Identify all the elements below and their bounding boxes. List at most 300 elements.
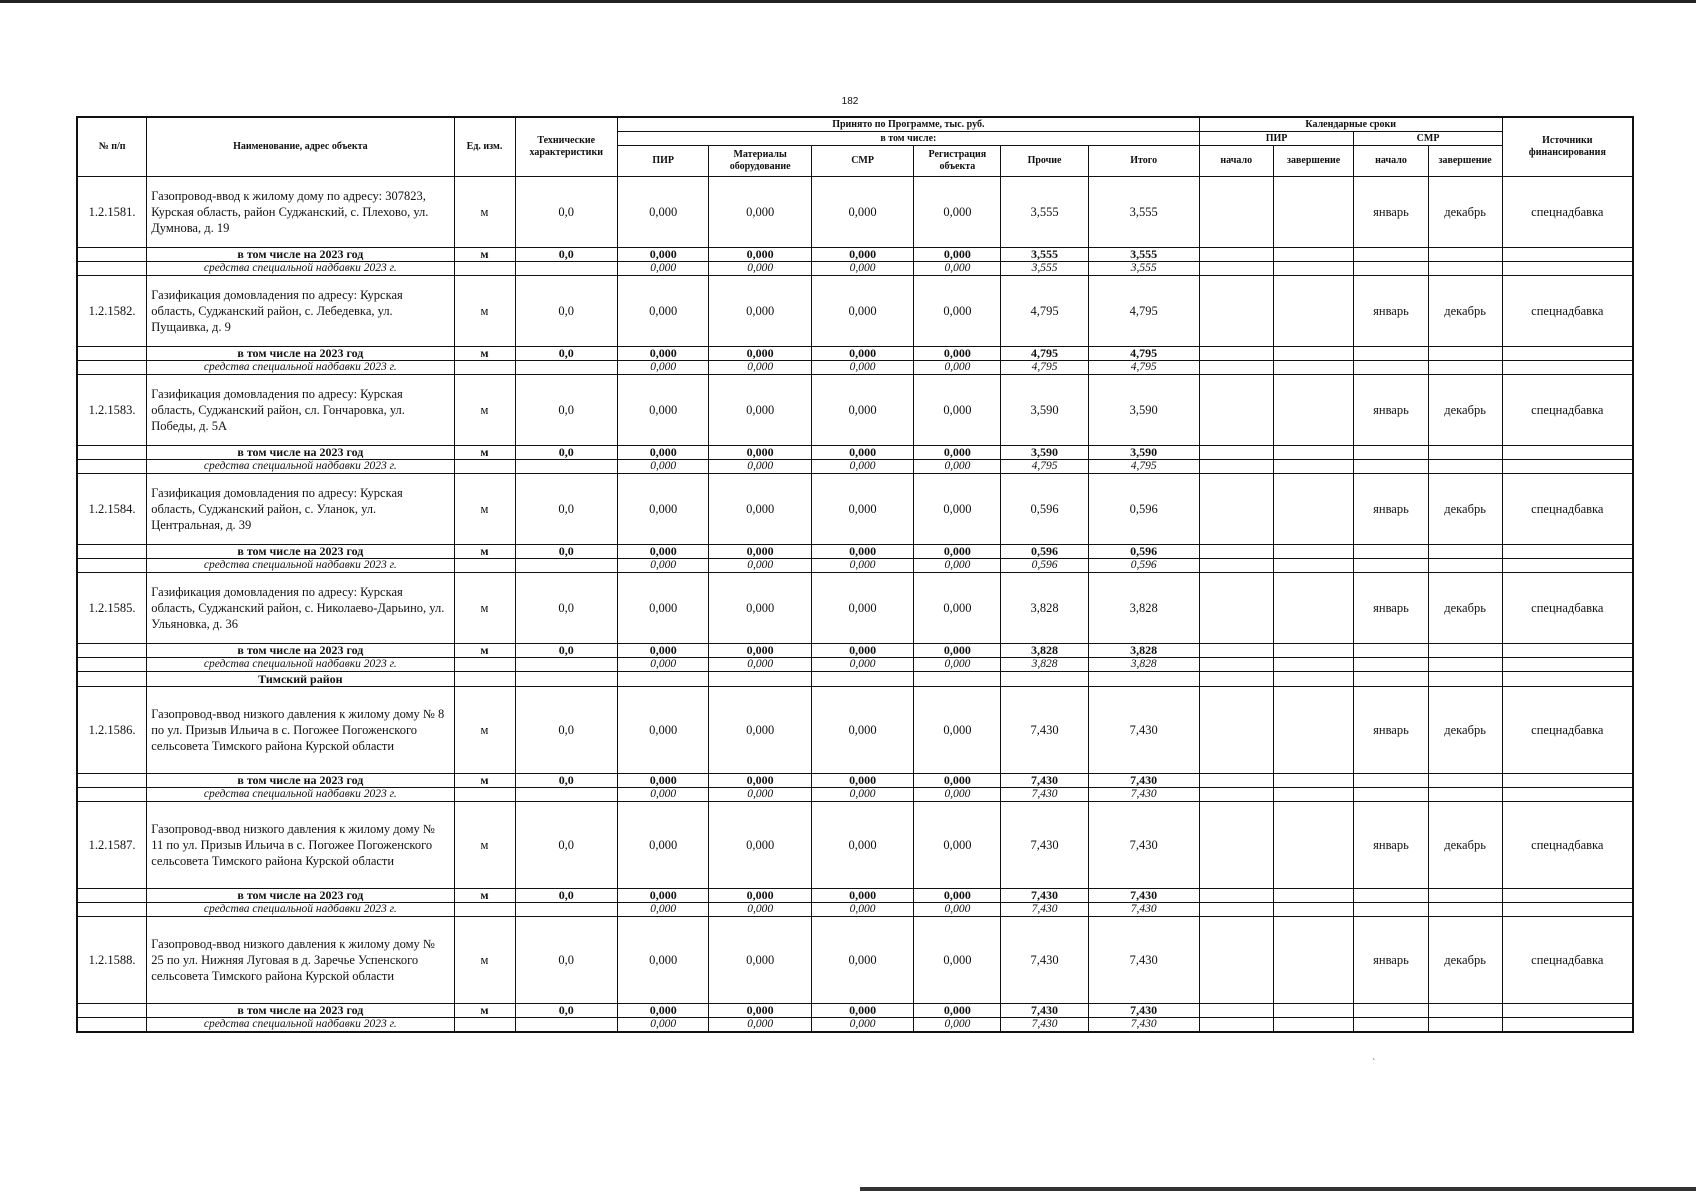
pir-end [1273,177,1354,248]
registration: 0,000 [914,375,1001,446]
registration: 0,000 [914,347,1001,361]
label-special: средства специальной надбавки 2023 г. [147,903,454,917]
empty [454,658,515,672]
header-num: № п/п [77,117,147,177]
empty [1428,446,1502,460]
label-special: средства специальной надбавки 2023 г. [147,460,454,474]
registration: 0,000 [914,788,1001,802]
row-number: 1.2.1582. [77,276,147,347]
empty [1354,446,1428,460]
empty [1273,361,1354,375]
smr-start: январь [1354,802,1428,889]
empty [1428,644,1502,658]
smr-end: декабрь [1428,474,1502,545]
registration: 0,000 [914,559,1001,573]
materials: 0,000 [709,262,811,276]
scan-mark: ˋ [1372,1058,1376,1069]
empty [77,788,147,802]
empty [1354,1004,1428,1018]
materials: 0,000 [709,687,811,774]
pir-start [1199,917,1273,1004]
empty [1502,1004,1633,1018]
tech: 0,0 [515,545,617,559]
pir: 0,000 [617,460,709,474]
pir-start [1199,177,1273,248]
empty [1199,361,1273,375]
registration: 0,000 [914,474,1001,545]
registration: 0,000 [914,276,1001,347]
pir: 0,000 [617,774,709,788]
empty [77,903,147,917]
empty [1273,446,1354,460]
smr: 0,000 [811,248,913,262]
smr-start: январь [1354,276,1428,347]
pir: 0,000 [617,1004,709,1018]
funding-source: спецнадбавка [1502,375,1633,446]
empty [77,347,147,361]
materials: 0,000 [709,658,811,672]
empty [1354,262,1428,276]
empty [1199,774,1273,788]
other: 7,430 [1001,788,1088,802]
unit: м [454,917,515,1004]
smr-end: декабрь [1428,375,1502,446]
row-number: 1.2.1587. [77,802,147,889]
tech: 0,0 [515,644,617,658]
registration: 0,000 [914,889,1001,903]
object-name: Газопровод-ввод низкого давления к жилому дому № 8 по ул. Призыв Ильича в с. Погожее Погоженского сельсовета Тимского района Курской области [147,687,454,774]
empty [1199,788,1273,802]
empty [77,559,147,573]
table-row-special [77,903,1633,917]
empty [454,460,515,474]
smr-end: декабрь [1428,802,1502,889]
funding-source: спецнадбавка [1502,276,1633,347]
other: 7,430 [1001,917,1088,1004]
object-name: Газификация домовладения по адресу: Курская область, Суджанский район, с. Уланок, ул. Центральная, д. 39 [147,474,454,545]
smr-start: январь [1354,573,1428,644]
registration: 0,000 [914,460,1001,474]
empty [454,361,515,375]
empty [1354,559,1428,573]
pir: 0,000 [617,276,709,347]
empty [1354,460,1428,474]
header-other: Прочие [1001,146,1088,177]
object-name: Газопровод-ввод низкого давления к жилому дому № 25 по ул. Нижняя Луговая в д. Заречье Успенского сельсовета Тимского района Курской области [147,917,454,1004]
materials: 0,000 [709,1018,811,1033]
empty [1428,658,1502,672]
table-row-2023 [77,347,1633,361]
total: 3,555 [1088,248,1199,262]
empty [1428,347,1502,361]
empty [1502,248,1633,262]
unit: м [454,545,515,559]
empty [454,788,515,802]
label-special: средства специальной надбавки 2023 г. [147,361,454,375]
other: 3,590 [1001,446,1088,460]
empty [77,361,147,375]
smr-start: январь [1354,474,1428,545]
registration: 0,000 [914,1004,1001,1018]
pir: 0,000 [617,361,709,375]
total: 0,596 [1088,474,1199,545]
tech: 0,0 [515,1004,617,1018]
other: 3,555 [1001,248,1088,262]
empty [1273,889,1354,903]
table-row-special [77,658,1633,672]
empty [1354,1018,1428,1033]
materials: 0,000 [709,1004,811,1018]
table-row-2023 [77,545,1633,559]
object-name: Газопровод-ввод к жилому дому по адресу: 307823, Курская область, район Суджанский, с. Плехово, ул. Думнова, д. 19 [147,177,454,248]
other: 4,795 [1001,460,1088,474]
label-special: средства специальной надбавки 2023 г. [147,559,454,573]
total: 3,828 [1088,573,1199,644]
funding-source: спецнадбавка [1502,177,1633,248]
other: 3,828 [1001,573,1088,644]
table-row-special [77,262,1633,276]
header-cal-pir: ПИР [1199,132,1354,146]
label-2023: в том числе на 2023 год [147,889,454,903]
label-special: средства специальной надбавки 2023 г. [147,262,454,276]
total: 4,795 [1088,361,1199,375]
row-number: 1.2.1584. [77,474,147,545]
empty [515,559,617,573]
total: 7,430 [1088,1018,1199,1033]
row-number: 1.2.1585. [77,573,147,644]
empty [77,774,147,788]
empty [1502,903,1633,917]
pir-start [1199,802,1273,889]
tech: 0,0 [515,802,617,889]
tech: 0,0 [515,917,617,1004]
pir: 0,000 [617,545,709,559]
funding-source: спецнадбавка [1502,474,1633,545]
empty [1502,559,1633,573]
total: 7,430 [1088,788,1199,802]
pir-end [1273,375,1354,446]
header-smr: СМР [811,146,913,177]
page-number: 182 [841,96,859,107]
materials: 0,000 [709,361,811,375]
pir: 0,000 [617,177,709,248]
scan-edge-top [0,0,1696,3]
registration: 0,000 [914,177,1001,248]
total: 3,590 [1088,446,1199,460]
empty [1354,774,1428,788]
empty [1354,889,1428,903]
materials: 0,000 [709,474,811,545]
other: 3,590 [1001,375,1088,446]
empty [1354,658,1428,672]
smr-end: декабрь [1428,687,1502,774]
header-pir: ПИР [617,146,709,177]
table-row [77,802,1633,889]
empty [1502,545,1633,559]
pir: 0,000 [617,248,709,262]
empty [1273,1004,1354,1018]
empty [515,460,617,474]
empty [454,262,515,276]
materials: 0,000 [709,446,811,460]
empty [77,644,147,658]
total: 7,430 [1088,802,1199,889]
tech: 0,0 [515,889,617,903]
header-sources: Источники финансирования [1502,117,1633,177]
smr: 0,000 [811,1004,913,1018]
header-calendar: Календарные сроки [1199,117,1502,132]
total: 0,596 [1088,545,1199,559]
pir: 0,000 [617,559,709,573]
smr: 0,000 [811,573,913,644]
empty [1502,1018,1633,1033]
header-end: завершение [1273,146,1354,177]
smr-end: декабрь [1428,177,1502,248]
empty [1502,658,1633,672]
tech: 0,0 [515,687,617,774]
empty [1428,788,1502,802]
smr: 0,000 [811,460,913,474]
total: 3,555 [1088,262,1199,276]
tech: 0,0 [515,774,617,788]
materials: 0,000 [709,460,811,474]
empty [1199,559,1273,573]
header-materials: Материалы оборудование [709,146,811,177]
smr: 0,000 [811,889,913,903]
empty [1502,262,1633,276]
table-row [77,177,1633,248]
scan-edge-bottom [860,1187,1696,1191]
header-tech: Технические характеристики [515,117,617,177]
smr-end: декабрь [1428,917,1502,1004]
smr-end: декабрь [1428,573,1502,644]
empty [1199,889,1273,903]
tech: 0,0 [515,573,617,644]
empty [1273,460,1354,474]
other: 7,430 [1001,903,1088,917]
header-start: начало [1199,146,1273,177]
funding-source: спецнадбавка [1502,573,1633,644]
header-total: Итого [1088,146,1199,177]
label-2023: в том числе на 2023 год [147,446,454,460]
empty [1354,361,1428,375]
smr: 0,000 [811,559,913,573]
smr: 0,000 [811,658,913,672]
tech: 0,0 [515,375,617,446]
empty [1354,248,1428,262]
registration: 0,000 [914,687,1001,774]
materials: 0,000 [709,774,811,788]
total: 4,795 [1088,276,1199,347]
pir: 0,000 [617,446,709,460]
empty [1428,1004,1502,1018]
empty [1502,644,1633,658]
table-row-2023 [77,889,1633,903]
total: 4,795 [1088,460,1199,474]
empty [515,788,617,802]
smr: 0,000 [811,903,913,917]
label-2023: в том числе на 2023 год [147,774,454,788]
unit: м [454,573,515,644]
tech: 0,0 [515,347,617,361]
table-row-2023 [77,774,1633,788]
total: 3,828 [1088,658,1199,672]
other: 3,828 [1001,644,1088,658]
section-title: Тимский район [147,672,454,687]
registration: 0,000 [914,774,1001,788]
registration: 0,000 [914,802,1001,889]
other: 7,430 [1001,1004,1088,1018]
other: 7,430 [1001,889,1088,903]
unit: м [454,644,515,658]
empty [1354,644,1428,658]
total: 7,430 [1088,1004,1199,1018]
table-row-2023 [77,644,1633,658]
empty [454,903,515,917]
registration: 0,000 [914,545,1001,559]
empty [1428,248,1502,262]
empty [77,1004,147,1018]
empty [1502,774,1633,788]
pir: 0,000 [617,375,709,446]
smr-start: январь [1354,375,1428,446]
table-header [77,117,1633,177]
empty [1199,1018,1273,1033]
registration: 0,000 [914,903,1001,917]
tech: 0,0 [515,474,617,545]
pir: 0,000 [617,474,709,545]
label-2023: в том числе на 2023 год [147,644,454,658]
materials: 0,000 [709,802,811,889]
smr: 0,000 [811,375,913,446]
unit: м [454,375,515,446]
empty [1199,658,1273,672]
unit: м [454,802,515,889]
object-name: Газификация домовладения по адресу: Курская область, Суджанский район, сл. Гончаровка, ул. Победы, д. 5А [147,375,454,446]
tech: 0,0 [515,446,617,460]
smr: 0,000 [811,276,913,347]
empty [1273,248,1354,262]
table-row [77,375,1633,446]
section-row [77,672,1633,687]
funding-source: спецнадбавка [1502,687,1633,774]
other: 4,795 [1001,276,1088,347]
unit: м [454,774,515,788]
materials: 0,000 [709,573,811,644]
table-body-sudzha [77,177,1633,672]
total: 3,828 [1088,644,1199,658]
empty [1199,644,1273,658]
pir: 0,000 [617,644,709,658]
total: 7,430 [1088,889,1199,903]
pir-start [1199,375,1273,446]
empty [1199,446,1273,460]
header-end2: завершение [1428,146,1502,177]
label-special: средства специальной надбавки 2023 г. [147,788,454,802]
unit: м [454,474,515,545]
object-name: Газификация домовладения по адресу: Курская область, Суджанский район, с. Лебедевка, ул. Пущаивка, д. 9 [147,276,454,347]
empty [1428,460,1502,474]
empty [1502,460,1633,474]
empty [1273,347,1354,361]
pir-end [1273,802,1354,889]
materials: 0,000 [709,276,811,347]
other: 7,430 [1001,802,1088,889]
empty [77,545,147,559]
smr: 0,000 [811,644,913,658]
funding-source: спецнадбавка [1502,802,1633,889]
materials: 0,000 [709,347,811,361]
materials: 0,000 [709,903,811,917]
row-number: 1.2.1586. [77,687,147,774]
table-row-special [77,361,1633,375]
table-row-special [77,559,1633,573]
label-2023: в том числе на 2023 год [147,248,454,262]
total: 4,795 [1088,347,1199,361]
unit: м [454,687,515,774]
pir: 0,000 [617,687,709,774]
empty [1273,262,1354,276]
smr: 0,000 [811,774,913,788]
smr-end: декабрь [1428,276,1502,347]
empty [1354,545,1428,559]
pir: 0,000 [617,658,709,672]
table-row [77,917,1633,1004]
empty [1502,361,1633,375]
registration: 0,000 [914,917,1001,1004]
pir-end [1273,573,1354,644]
other: 3,555 [1001,262,1088,276]
tech: 0,0 [515,177,617,248]
table-row-special [77,1018,1633,1033]
smr-start: январь [1354,917,1428,1004]
empty [77,262,147,276]
empty [515,262,617,276]
total: 7,430 [1088,903,1199,917]
other: 4,795 [1001,361,1088,375]
other: 4,795 [1001,347,1088,361]
smr: 0,000 [811,474,913,545]
object-name: Газопровод-ввод низкого давления к жилому дому № 11 по ул. Призыв Ильича в с. Погожее Погоженского сельсовета Тимского района Курской области [147,802,454,889]
smr: 0,000 [811,788,913,802]
pir: 0,000 [617,917,709,1004]
empty [1199,903,1273,917]
table-row [77,474,1633,545]
label-2023: в том числе на 2023 год [147,1004,454,1018]
empty [1199,347,1273,361]
unit: м [454,347,515,361]
empty [1273,903,1354,917]
row-number: 1.2.1588. [77,917,147,1004]
empty [77,658,147,672]
unit: м [454,446,515,460]
pir-start [1199,276,1273,347]
smr-start: январь [1354,177,1428,248]
label-special: средства специальной надбавки 2023 г. [147,1018,454,1033]
empty [77,446,147,460]
registration: 0,000 [914,446,1001,460]
pir-start [1199,687,1273,774]
smr: 0,000 [811,361,913,375]
empty [1273,658,1354,672]
table-row-2023 [77,1004,1633,1018]
other: 0,596 [1001,559,1088,573]
object-name: Газификация домовладения по адресу: Курская область, Суджанский район, с. Николаево-Дарьино, ул. Ульяновка, д. 36 [147,573,454,644]
other: 3,555 [1001,177,1088,248]
materials: 0,000 [709,375,811,446]
materials: 0,000 [709,788,811,802]
registration: 0,000 [914,248,1001,262]
